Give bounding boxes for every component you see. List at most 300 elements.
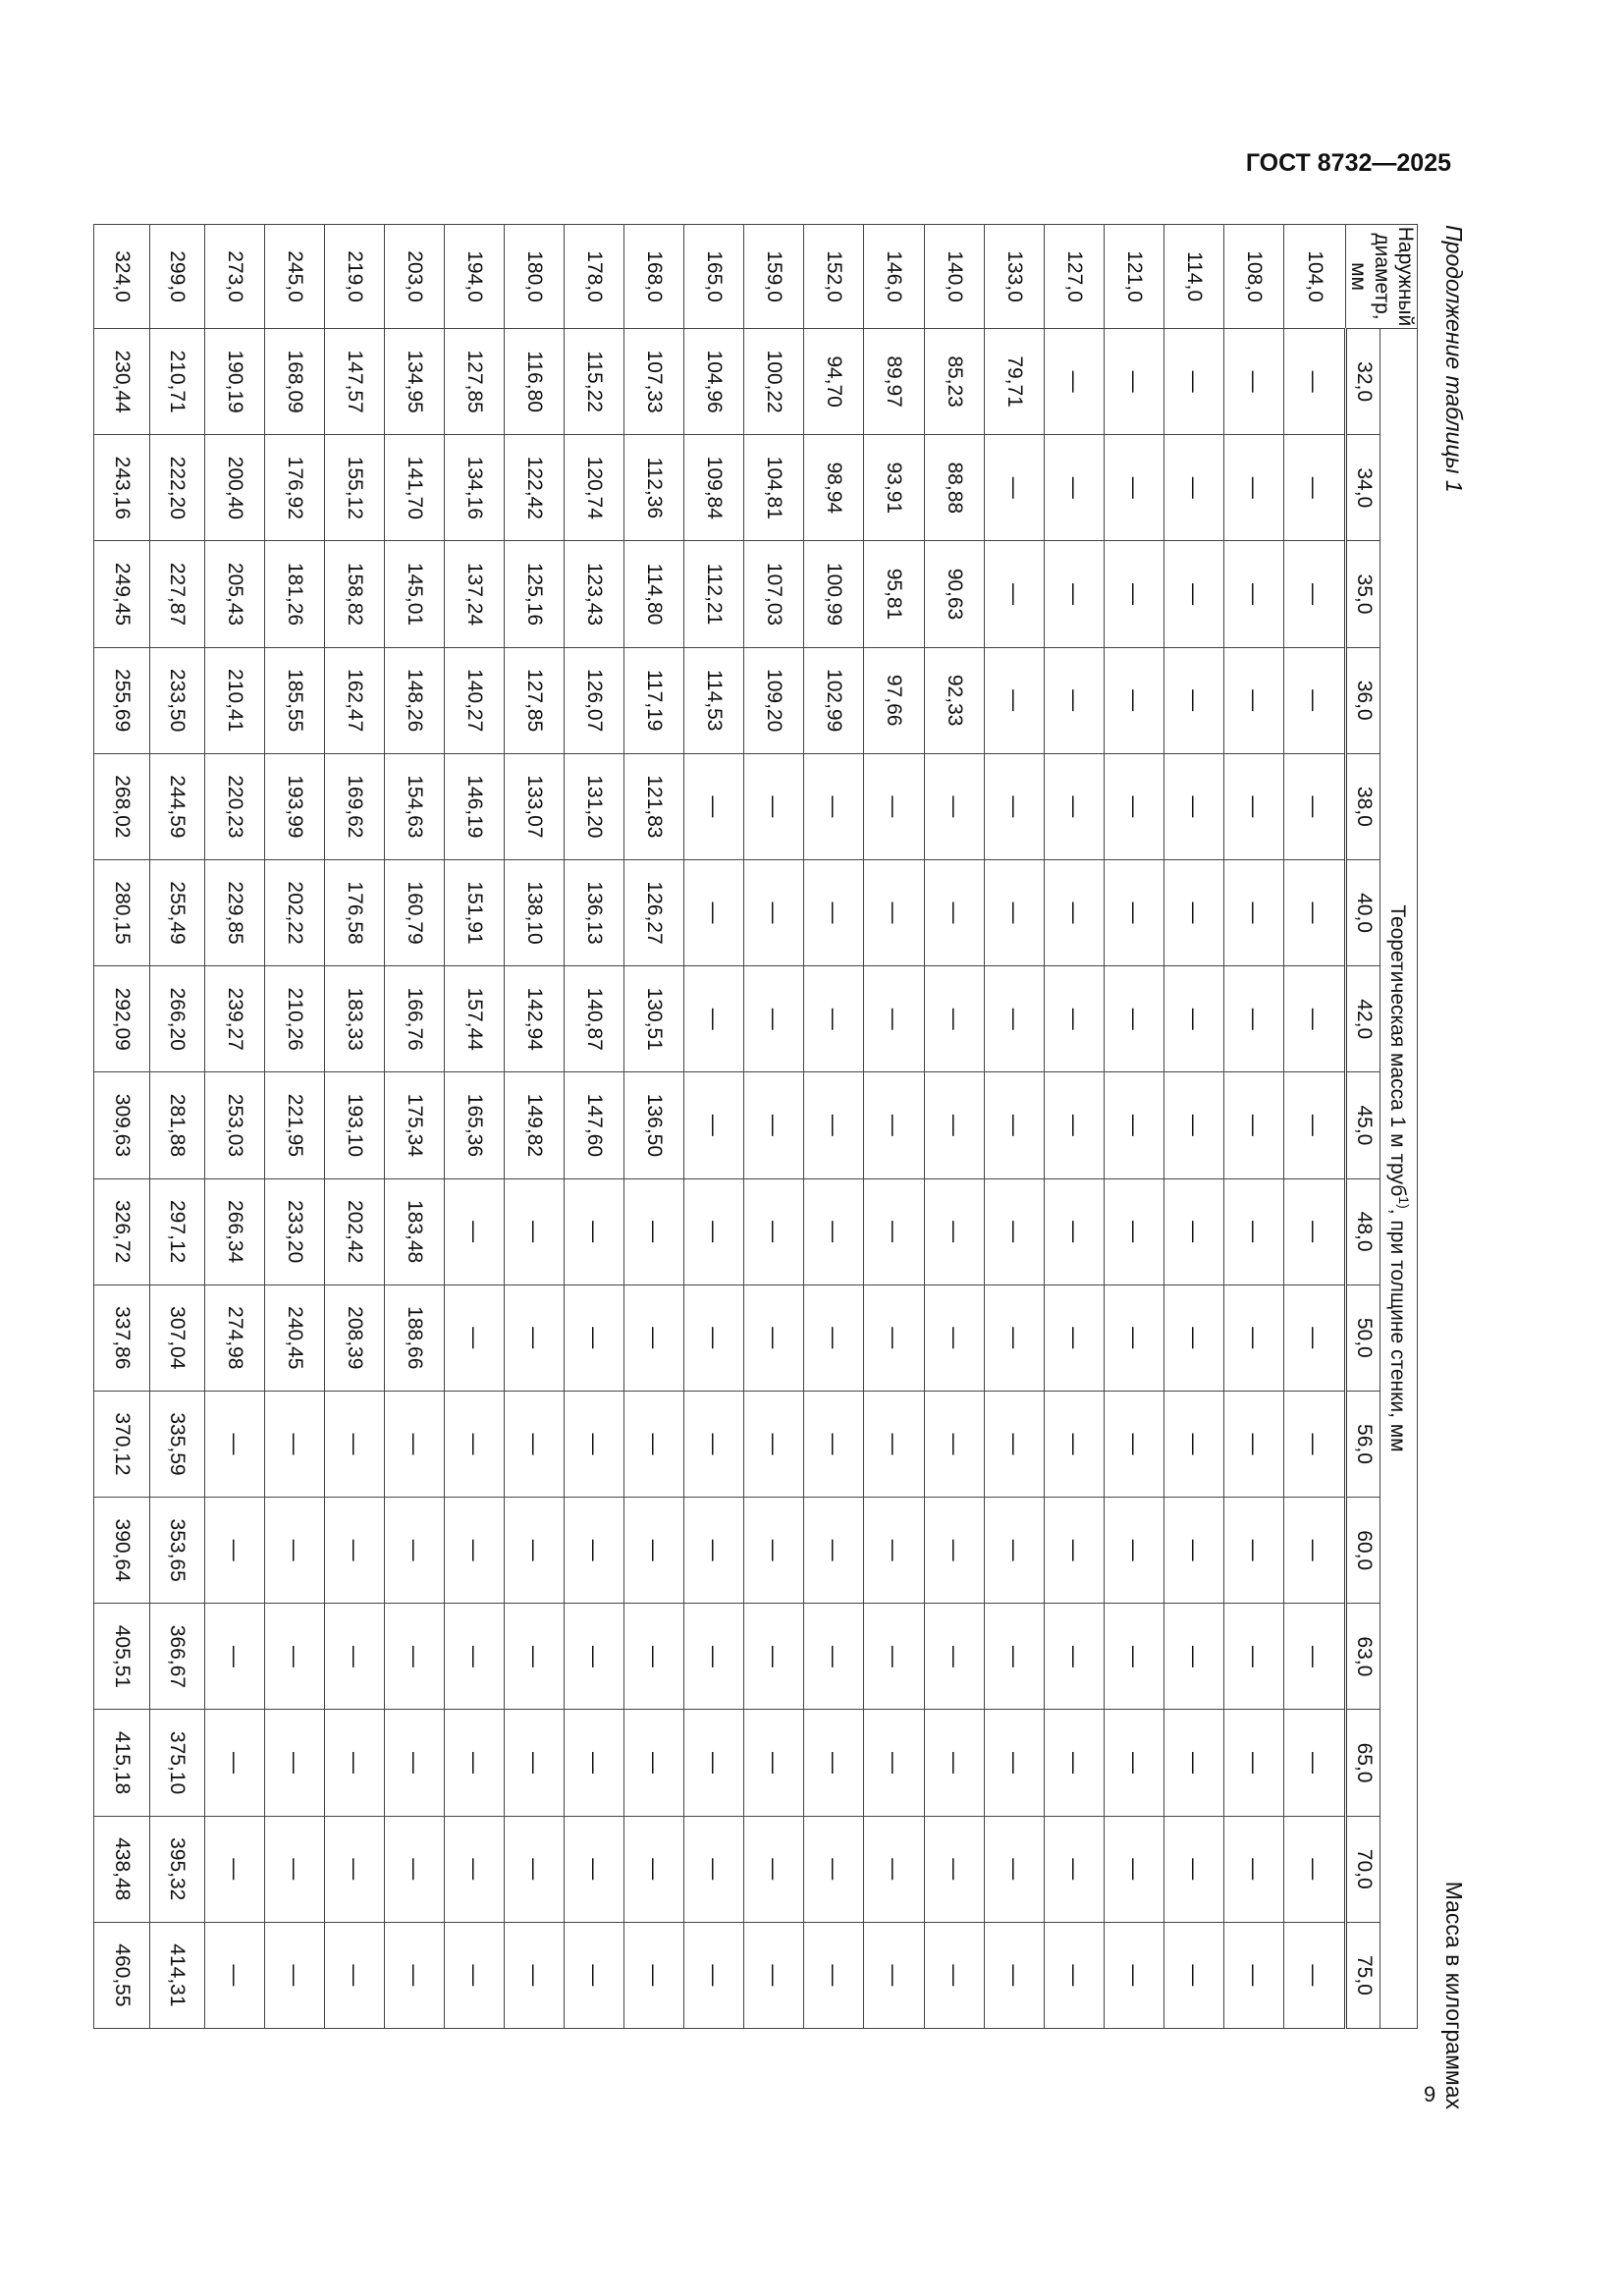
mass-cell: — <box>804 1498 864 1604</box>
mass-cell: — <box>684 1178 744 1285</box>
mass-cell: — <box>924 966 984 1072</box>
diameter-cell: 140,0 <box>924 225 984 329</box>
mass-cell: — <box>505 1498 565 1604</box>
mass-cell: 134,16 <box>445 435 505 541</box>
mass-group-header: Теоретическая масса 1 м труб$^{1)}$, при толщине стенки, мм <box>1380 329 1418 2029</box>
mass-cell: — <box>1044 329 1104 435</box>
mass-cell: 229,85 <box>205 859 265 965</box>
mass-cell: — <box>924 1285 984 1391</box>
mass-cell: — <box>924 1498 984 1604</box>
mass-cell: — <box>1163 435 1223 541</box>
mass-cell: 183,48 <box>385 1178 445 1285</box>
mass-cell: — <box>684 753 744 859</box>
mass-cell: 133,07 <box>505 753 565 859</box>
mass-cell: — <box>984 753 1044 859</box>
mass-cell: — <box>984 647 1044 753</box>
mass-cell: 127,85 <box>445 329 505 435</box>
thickness-header-cell: 45,0 <box>1346 1072 1380 1178</box>
rotated-table-block <box>59 224 1473 2109</box>
mass-cell: — <box>1223 1922 1283 2028</box>
mass-cell: — <box>924 1391 984 1497</box>
mass-cell: 136,13 <box>565 859 624 965</box>
mass-cell: — <box>804 1178 864 1285</box>
mass-cell: 202,42 <box>325 1178 385 1285</box>
mass-cell: — <box>984 435 1044 541</box>
mass-cell: — <box>744 753 804 859</box>
diameter-cell: 159,0 <box>744 225 804 329</box>
mass-cell: — <box>1223 1072 1283 1178</box>
mass-cell: 120,74 <box>565 435 624 541</box>
mass-cell: — <box>744 1391 804 1497</box>
diameter-cell: 114,0 <box>1163 225 1223 329</box>
mass-cell: 98,94 <box>804 435 864 541</box>
mass-cell: — <box>984 1391 1044 1497</box>
mass-cell: 142,94 <box>505 966 565 1072</box>
diameter-cell: 168,0 <box>624 225 684 329</box>
thickness-header-cell: 63,0 <box>1346 1604 1380 1710</box>
mass-cell: 243,16 <box>94 435 150 541</box>
mass-cell: — <box>565 1922 624 2028</box>
thickness-header-cell: 75,0 <box>1346 1922 1380 2028</box>
mass-cell: — <box>1163 966 1223 1072</box>
mass-cell: 92,33 <box>924 647 984 753</box>
mass-cell: — <box>325 1498 385 1604</box>
mass-cell: 112,36 <box>624 435 684 541</box>
mass-cell: 366,67 <box>149 1604 205 1710</box>
mass-cell: 145,01 <box>385 541 445 647</box>
mass-cell: — <box>1223 1710 1283 1816</box>
mass-cell: — <box>1104 1391 1163 1497</box>
mass-cell: 240,45 <box>265 1285 325 1391</box>
thickness-header-cell: 35,0 <box>1346 541 1380 647</box>
mass-cell: 460,55 <box>94 1922 150 2028</box>
mass-cell: — <box>1044 1816 1104 1922</box>
mass-cell: 438,48 <box>94 1816 150 1922</box>
mass-cell: 168,09 <box>265 329 325 435</box>
mass-cell: 146,19 <box>445 753 505 859</box>
mass-cell: — <box>684 1604 744 1710</box>
mass-cell: 292,09 <box>94 966 150 1072</box>
mass-cell: 157,44 <box>445 966 505 1072</box>
mass-cell: 175,34 <box>385 1072 445 1178</box>
mass-cell: — <box>1283 859 1345 965</box>
mass-cell: — <box>1163 1391 1223 1497</box>
mass-cell: 230,44 <box>94 329 150 435</box>
mass-cell: — <box>1104 753 1163 859</box>
mass-cell: 141,70 <box>385 435 445 541</box>
mass-cell: 210,26 <box>265 966 325 1072</box>
mass-cell: 155,12 <box>325 435 385 541</box>
thickness-header-cell: 56,0 <box>1346 1391 1380 1497</box>
table-row <box>1223 225 1283 2029</box>
diameter-header: Наружный диаметр, мм <box>1346 225 1418 329</box>
mass-cell: — <box>864 753 924 859</box>
mass-cell: — <box>1223 1391 1283 1497</box>
mass-cell: 205,43 <box>205 541 265 647</box>
mass-cell: 130,51 <box>624 966 684 1072</box>
mass-cell: — <box>1044 541 1104 647</box>
table-row <box>684 225 744 2029</box>
mass-cell: — <box>325 1816 385 1922</box>
mass-cell: 176,92 <box>265 435 325 541</box>
table-row <box>864 225 924 2029</box>
mass-cell: — <box>505 1604 565 1710</box>
mass-cell: 88,88 <box>924 435 984 541</box>
mass-cell: — <box>1283 1922 1345 2028</box>
diameter-cell: 146,0 <box>864 225 924 329</box>
mass-cell: 233,50 <box>149 647 205 753</box>
mass-cell: — <box>684 859 744 965</box>
mass-cell: — <box>624 1498 684 1604</box>
mass-cell: 162,47 <box>325 647 385 753</box>
mass-cell: — <box>624 1816 684 1922</box>
mass-cell: — <box>445 1710 505 1816</box>
mass-cell: — <box>445 1178 505 1285</box>
mass-cell: — <box>684 1072 744 1178</box>
table-caption <box>1418 224 1473 2109</box>
mass-cell: — <box>445 1816 505 1922</box>
diameter-cell: 108,0 <box>1223 225 1283 329</box>
mass-cell: 395,32 <box>149 1816 205 1922</box>
mass-cell: — <box>1044 966 1104 1072</box>
mass-cell: 140,27 <box>445 647 505 753</box>
mass-cell: 375,10 <box>149 1710 205 1816</box>
thickness-header-row <box>1346 225 1380 2029</box>
page-number: 9 <box>1424 2082 1436 2106</box>
mass-cell: — <box>325 1391 385 1497</box>
mass-cell: — <box>565 1391 624 1497</box>
mass-cell: — <box>684 1922 744 2028</box>
mass-cell: — <box>804 1710 864 1816</box>
mass-cell: — <box>205 1710 265 1816</box>
mass-cell: — <box>924 1710 984 1816</box>
mass-cell: — <box>684 966 744 1072</box>
mass-cell: 160,79 <box>385 859 445 965</box>
mass-cell: — <box>1044 753 1104 859</box>
mass-cell: 126,07 <box>565 647 624 753</box>
table-row <box>94 225 150 2029</box>
mass-cell: — <box>1163 1498 1223 1604</box>
mass-cell: — <box>864 1072 924 1178</box>
mass-cell: — <box>684 1391 744 1497</box>
mass-cell: — <box>744 1604 804 1710</box>
diameter-cell: 121,0 <box>1104 225 1163 329</box>
mass-cell: — <box>1283 1285 1345 1391</box>
mass-cell: — <box>744 1816 804 1922</box>
mass-cell: 405,51 <box>94 1604 150 1710</box>
table-row <box>1044 225 1104 2029</box>
mass-cell: — <box>1223 329 1283 435</box>
mass-cell: 233,20 <box>265 1178 325 1285</box>
mass-cell: — <box>1044 859 1104 965</box>
mass-cell: — <box>1163 1604 1223 1710</box>
mass-cell: — <box>984 1285 1044 1391</box>
mass-cell: — <box>565 1604 624 1710</box>
table-row <box>984 225 1044 2029</box>
mass-cell: 307,04 <box>149 1285 205 1391</box>
diameter-cell: 299,0 <box>149 225 205 329</box>
mass-cell: — <box>1223 1604 1283 1710</box>
mass-cell: 202,22 <box>265 859 325 965</box>
mass-cell: — <box>744 1285 804 1391</box>
mass-cell: 126,27 <box>624 859 684 965</box>
mass-cell: 95,81 <box>864 541 924 647</box>
mass-cell: 200,40 <box>205 435 265 541</box>
mass-cell: 134,95 <box>385 329 445 435</box>
mass-cell: — <box>804 859 864 965</box>
mass-cell: — <box>1044 1922 1104 2028</box>
mass-cell: 326,72 <box>94 1178 150 1285</box>
mass-cell: 210,41 <box>205 647 265 753</box>
mass-cell: 121,83 <box>624 753 684 859</box>
table-row <box>205 225 265 2029</box>
mass-cell: — <box>624 1391 684 1497</box>
mass-cell: — <box>864 1816 924 1922</box>
thickness-header-cell: 36,0 <box>1346 647 1380 753</box>
mass-cell: — <box>1044 1391 1104 1497</box>
mass-cell: 281,88 <box>149 1072 205 1178</box>
mass-cell: — <box>624 1710 684 1816</box>
mass-cell: 176,58 <box>325 859 385 965</box>
mass-cell: — <box>565 1498 624 1604</box>
mass-cell: — <box>804 1285 864 1391</box>
thickness-header-cell: 40,0 <box>1346 859 1380 965</box>
mass-cell: 117,19 <box>624 647 684 753</box>
mass-cell: — <box>864 1391 924 1497</box>
diameter-cell: 152,0 <box>804 225 864 329</box>
mass-cell: — <box>1223 647 1283 753</box>
mass-cell: 183,33 <box>325 966 385 1072</box>
mass-cell: — <box>325 1710 385 1816</box>
mass-cell: 185,55 <box>265 647 325 753</box>
mass-cell: — <box>1283 1178 1345 1285</box>
mass-cell: — <box>1283 753 1345 859</box>
mass-cell: — <box>1283 1498 1345 1604</box>
mass-cell: — <box>1104 435 1163 541</box>
mass-cell: — <box>804 1922 864 2028</box>
mass-cell: — <box>1163 1922 1223 2028</box>
mass-cell: 97,66 <box>864 647 924 753</box>
mass-cell: — <box>864 1710 924 1816</box>
mass-cell: — <box>924 1178 984 1285</box>
mass-cell: — <box>1283 1604 1345 1710</box>
mass-cell: — <box>325 1922 385 2028</box>
mass-cell: — <box>1283 1072 1345 1178</box>
mass-cell: — <box>984 1710 1044 1816</box>
mass-cell: — <box>1223 966 1283 1072</box>
mass-cell: 114,80 <box>624 541 684 647</box>
mass-cell: — <box>1104 1285 1163 1391</box>
thickness-header-cell: 38,0 <box>1346 753 1380 859</box>
mass-cell: — <box>744 966 804 1072</box>
mass-cell: — <box>565 1816 624 1922</box>
mass-cell: — <box>1104 966 1163 1072</box>
mass-cell: 109,20 <box>744 647 804 753</box>
mass-cell: 222,20 <box>149 435 205 541</box>
mass-cell: 107,33 <box>624 329 684 435</box>
mass-cell: — <box>1163 329 1223 435</box>
mass-cell: 221,95 <box>265 1072 325 1178</box>
mass-cell: — <box>924 1604 984 1710</box>
mass-cell: 127,85 <box>505 647 565 753</box>
mass-cell: — <box>1044 647 1104 753</box>
mass-cell: — <box>804 753 864 859</box>
mass-cell: — <box>1163 1072 1223 1178</box>
mass-cell: — <box>924 1922 984 2028</box>
mass-cell: — <box>1223 1285 1283 1391</box>
mass-cell: 136,50 <box>624 1072 684 1178</box>
mass-cell: — <box>984 1072 1044 1178</box>
diameter-cell: 165,0 <box>684 225 744 329</box>
mass-cell: — <box>684 1816 744 1922</box>
mass-cell: — <box>205 1922 265 2028</box>
mass-cell: — <box>984 1604 1044 1710</box>
thickness-header-cell: 42,0 <box>1346 966 1380 1072</box>
mass-cell: — <box>445 1498 505 1604</box>
mass-cell: 274,98 <box>205 1285 265 1391</box>
table-body <box>94 225 1346 2029</box>
mass-cell: — <box>445 1922 505 2028</box>
mass-cell: — <box>265 1816 325 1922</box>
mass-cell: — <box>1044 1285 1104 1391</box>
mass-cell: — <box>325 1604 385 1710</box>
mass-cell: 140,87 <box>565 966 624 1072</box>
mass-cell: — <box>505 1816 565 1922</box>
mass-cell: — <box>1163 541 1223 647</box>
mass-cell: — <box>205 1816 265 1922</box>
mass-cell: — <box>864 1285 924 1391</box>
mass-cell: — <box>1283 1816 1345 1922</box>
mass-cell: — <box>265 1922 325 2028</box>
mass-cell: 244,59 <box>149 753 205 859</box>
mass-cell: — <box>984 1178 1044 1285</box>
mass-cell: — <box>1104 1816 1163 1922</box>
mass-cell: — <box>1223 753 1283 859</box>
mass-cell: — <box>984 859 1044 965</box>
mass-cell: — <box>1283 435 1345 541</box>
mass-cell: — <box>624 1922 684 2028</box>
mass-cell: — <box>984 966 1044 1072</box>
mass-cell: 131,20 <box>565 753 624 859</box>
mass-cell: — <box>684 1285 744 1391</box>
mass-cell: — <box>1104 1498 1163 1604</box>
mass-cell: — <box>565 1285 624 1391</box>
mass-cell: — <box>624 1604 684 1710</box>
mass-cell: — <box>265 1498 325 1604</box>
mass-cell: 190,19 <box>205 329 265 435</box>
mass-cell: 193,10 <box>325 1072 385 1178</box>
mass-cell: 227,87 <box>149 541 205 647</box>
mass-cell: — <box>1223 435 1283 541</box>
mass-cell: — <box>1044 435 1104 541</box>
mass-cell: — <box>684 1710 744 1816</box>
mass-cell: — <box>804 1816 864 1922</box>
mass-cell: — <box>385 1498 445 1604</box>
mass-cell: — <box>385 1604 445 1710</box>
mass-cell: — <box>864 1604 924 1710</box>
mass-cell: — <box>1163 1285 1223 1391</box>
mass-cell: — <box>1104 1178 1163 1285</box>
mass-cell: 100,99 <box>804 541 864 647</box>
mass-cell: — <box>205 1498 265 1604</box>
diameter-cell: 203,0 <box>385 225 445 329</box>
table-row <box>924 225 984 2029</box>
mass-cell: — <box>1104 647 1163 753</box>
mass-cell: 210,71 <box>149 329 205 435</box>
mass-cell: 107,03 <box>744 541 804 647</box>
mass-cell: 79,71 <box>984 329 1044 435</box>
mass-cell: 239,27 <box>205 966 265 1072</box>
table-row <box>505 225 565 2029</box>
mass-cell: 188,66 <box>385 1285 445 1391</box>
table-row <box>744 225 804 2029</box>
mass-cell: — <box>205 1391 265 1497</box>
mass-cell: — <box>565 1178 624 1285</box>
mass-cell: 109,84 <box>684 435 744 541</box>
mass-cell: 100,22 <box>744 329 804 435</box>
mass-cell: 220,23 <box>205 753 265 859</box>
thickness-header-cell: 34,0 <box>1346 435 1380 541</box>
mass-cell: — <box>1283 541 1345 647</box>
mass-cell: — <box>864 1178 924 1285</box>
mass-cell: 280,15 <box>94 859 150 965</box>
mass-cell: 255,49 <box>149 859 205 965</box>
document-id: ГОСТ 8732—2025 <box>1245 149 1451 177</box>
mass-cell: — <box>744 1710 804 1816</box>
diameter-cell: 324,0 <box>94 225 150 329</box>
mass-cell: 266,34 <box>205 1178 265 1285</box>
mass-cell: 148,26 <box>385 647 445 753</box>
mass-cell: 268,02 <box>94 753 150 859</box>
mass-cell: 414,31 <box>149 1922 205 2028</box>
diameter-cell: 245,0 <box>265 225 325 329</box>
mass-cell: — <box>864 1498 924 1604</box>
mass-cell: — <box>265 1391 325 1497</box>
mass-cell: 335,59 <box>149 1391 205 1497</box>
units-label: Масса в килограммах <box>1441 1881 1467 2109</box>
mass-cell: — <box>744 1922 804 2028</box>
mass-cell: — <box>385 1710 445 1816</box>
mass-cell: 249,45 <box>94 541 150 647</box>
table-row <box>385 225 445 2029</box>
mass-cell: — <box>684 1498 744 1604</box>
table-row <box>445 225 505 2029</box>
mass-cell: 297,12 <box>149 1178 205 1285</box>
mass-cell: — <box>505 1391 565 1497</box>
mass-cell: 85,23 <box>924 329 984 435</box>
mass-cell: — <box>1044 1604 1104 1710</box>
mass-cell: 90,63 <box>924 541 984 647</box>
mass-cell: — <box>445 1285 505 1391</box>
mass-cell: — <box>1104 1604 1163 1710</box>
mass-cell: — <box>205 1604 265 1710</box>
mass-cell: — <box>1163 859 1223 965</box>
mass-cell: 193,99 <box>265 753 325 859</box>
mass-cell: — <box>1104 541 1163 647</box>
mass-cell: — <box>1283 329 1345 435</box>
mass-cell: 123,43 <box>565 541 624 647</box>
table-row <box>265 225 325 2029</box>
diameter-cell: 104,0 <box>1283 225 1345 329</box>
mass-cell: — <box>385 1391 445 1497</box>
thickness-header-cell: 50,0 <box>1346 1285 1380 1391</box>
mass-cell: 353,65 <box>149 1498 205 1604</box>
mass-cell: 181,26 <box>265 541 325 647</box>
mass-cell: 390,64 <box>94 1498 150 1604</box>
mass-cell: — <box>265 1710 325 1816</box>
mass-cell: 166,76 <box>385 966 445 1072</box>
mass-cell: 208,39 <box>325 1285 385 1391</box>
